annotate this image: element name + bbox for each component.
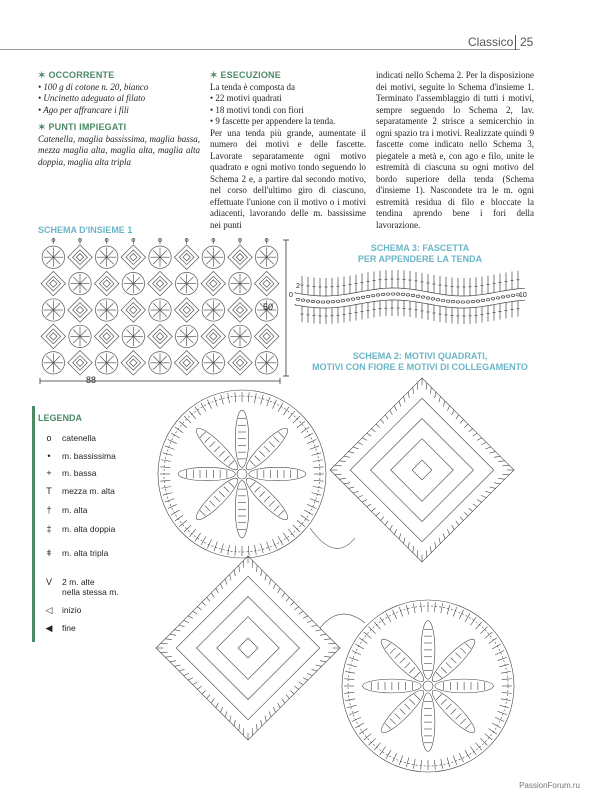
header-separator	[515, 35, 516, 50]
esecuzione-heading: ✶ ESECUZIONE	[210, 70, 281, 80]
esecuzione-intro: La tenda è composta da	[210, 81, 295, 92]
watermark: PassionForum.ru	[519, 781, 580, 790]
occorrente-item: • 100 g di cotone n. 20, bianco	[38, 81, 149, 92]
punti-text: Catenella, maglia bassissima, maglia bassa, mezza maglia alta, maglia alta, maglia alta doppia, maglia alta tripla	[38, 133, 200, 167]
column-1	[38, 70, 200, 168]
slip-stitch-icon: •	[47, 451, 51, 461]
single-crochet-icon: +	[46, 468, 52, 478]
schema2-title: SCHEMA 2: MOTIVI QUADRATI, MOTIVI CON FIORE E MOTIVI DI COLLEGAMENTO	[312, 351, 528, 372]
schema3-title: SCHEMA 3: FASCETTA PER APPENDERE LA TENDA	[357, 243, 483, 264]
diamond-bullet-icon: •	[38, 104, 44, 115]
esecuzione-paragraph-continued: indicati nello Schema 2. Per la disposizione dei motivi, seguite lo Schema d'insieme 1. Terminato l'assemblaggio di tutti i motivi, sempre seguendo lo Schema 2, lav. separatamente 2 strisce a semicerchio in ogni spazio tra i motivi. Realizzate quindi 9 fascette come indicato nello Schema 3, piegatele a metà e, con ago e filo, unite le estremità di ciascuna su ogni motivo del bordo superiore della tenda (Schema d'insieme 1). Nascondete tra le m. ogni estremità residua di filo e bloccate la tendina aprendo bene i fori della lavorazione.	[376, 70, 534, 230]
schema2-diagram	[150, 378, 545, 778]
column-3	[376, 70, 534, 231]
occorrente-item: • Ago per affrancare i fili	[38, 104, 129, 115]
star-icon: ✶	[38, 70, 49, 80]
schema3-diagram	[290, 262, 540, 332]
double-crochet-icon: †	[46, 505, 52, 515]
diamond-bullet-icon: •	[210, 116, 216, 126]
column-2	[210, 70, 366, 231]
section-title: Classico	[468, 35, 514, 49]
punti-heading: ✶ PUNTI IMPIEGATI	[38, 122, 127, 132]
star-icon: ✶	[38, 122, 49, 132]
chain-stitch-icon: o	[46, 433, 52, 443]
schema3-label-end: 10	[519, 292, 527, 299]
star-icon: ✶	[210, 70, 221, 80]
treble-crochet-icon: ‡	[46, 524, 52, 534]
header-rule	[0, 49, 520, 50]
schema1-width-label: 88	[86, 375, 97, 385]
legend-accent-bar	[32, 406, 35, 642]
schema3-label-start: 0	[289, 292, 293, 299]
esecuzione-item: • 18 motivi tondi con fiori	[210, 104, 304, 115]
diamond-bullet-icon: •	[38, 93, 44, 103]
start-arrow-icon: ◁	[45, 605, 53, 615]
legend-title: LEGENDA	[38, 413, 83, 423]
schema1-title: SCHEMA D'INSIEME 1	[38, 225, 133, 235]
esecuzione-item: • 9 fascette per appendere la tenda.	[210, 116, 336, 126]
occorrente-heading: ✶ OCCORRENTE	[38, 70, 115, 80]
occorrente-item: • Uncinetto adeguato al filato	[38, 93, 146, 103]
double-treble-icon: ǂ	[46, 548, 52, 558]
esecuzione-item: • 22 motivi quadrati	[210, 93, 282, 103]
schema1-height-label: 50	[263, 302, 274, 312]
diamond-bullet-icon: •	[210, 93, 216, 103]
diamond-bullet-icon: •	[210, 104, 216, 115]
schema3-label-row2: 2	[296, 283, 300, 290]
v-stitch-icon: V	[45, 577, 52, 587]
schema1-diagram	[40, 238, 280, 380]
schema1-height-arrow	[283, 240, 289, 376]
end-arrow-icon: ◀	[45, 623, 53, 633]
esecuzione-paragraph: Per una tenda più grande, aumentate il numero dei motivi e delle fascette. Lavorate separatamente ogni motivo quadrato e ogni motivo tondo seguendo lo Schema 2 e, a partire dal secondo motivo, nel corso dell'ultimo giro di ciascuno, effettuate l'unione con il motivo o i motivi adiacenti, lavorando delle m. bassissime nei punti	[210, 127, 366, 230]
half-double-icon: T	[46, 486, 52, 496]
diamond-bullet-icon: •	[38, 81, 44, 92]
page-number: 25	[520, 35, 534, 49]
